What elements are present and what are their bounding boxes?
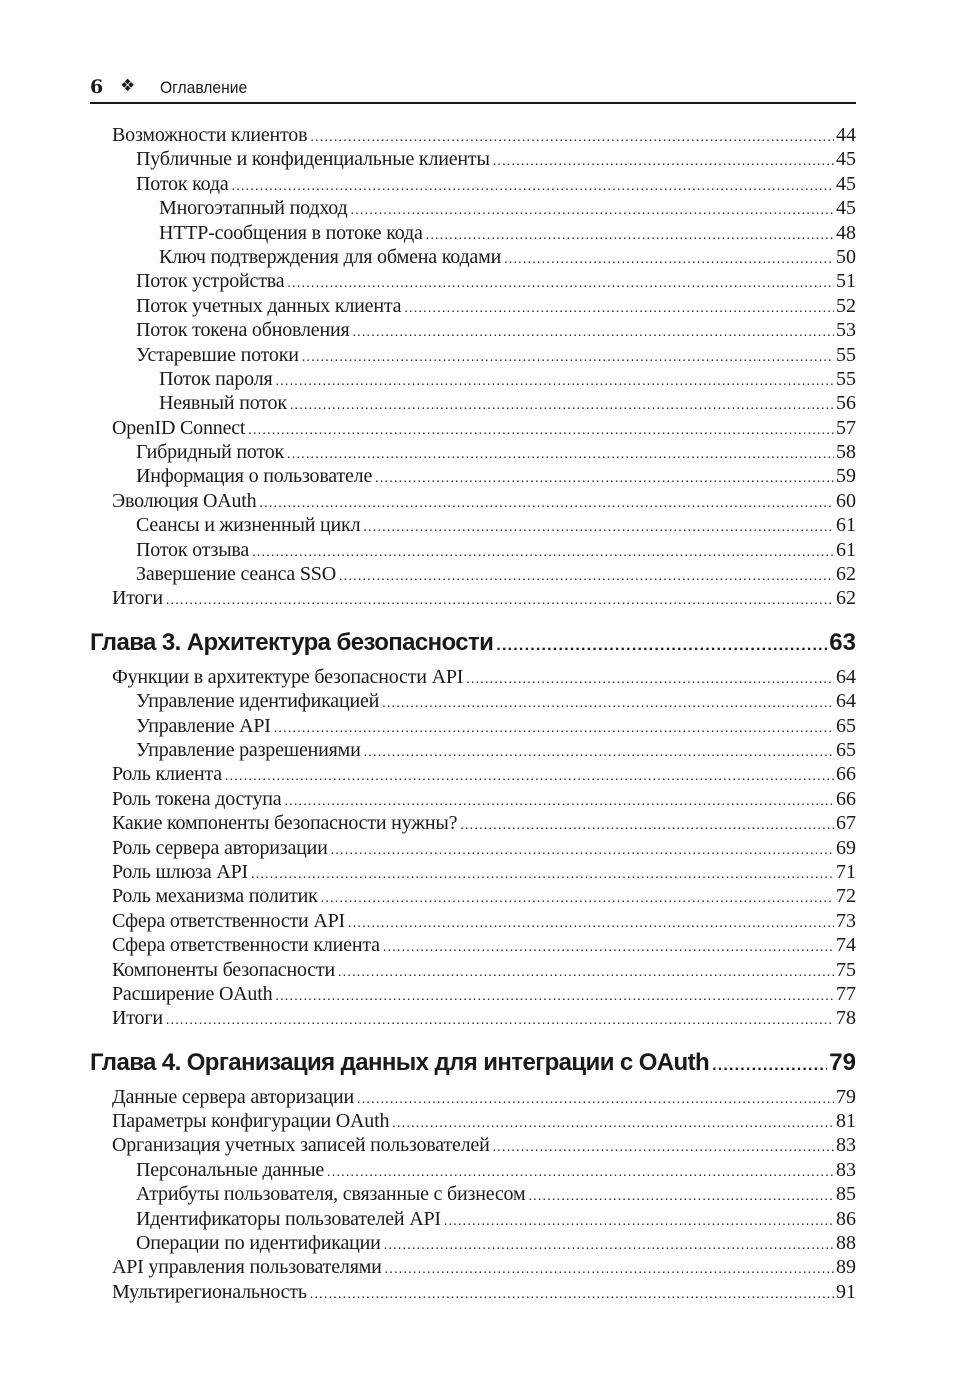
toc-entry-title: Сеансы и жизненный цикл <box>136 513 363 537</box>
dot-leader <box>310 1283 834 1304</box>
toc-entry-title: Сфера ответственности API <box>112 909 348 933</box>
toc-entry[interactable] <box>90 147 856 171</box>
toc-entry-page: 52 <box>836 294 856 317</box>
toc-entry-title: Роль токена доступа <box>112 787 284 811</box>
toc-entry-page: 51 <box>836 270 856 293</box>
toc-entry[interactable] <box>90 367 856 391</box>
toc-entry-page: 79 <box>836 1085 856 1108</box>
toc-entry-title: Роль шлюза API <box>112 860 251 884</box>
toc-entry[interactable] <box>90 982 856 1006</box>
toc-entry-title: Управление API <box>136 714 274 738</box>
dot-leader <box>392 1112 834 1133</box>
toc-entry-page: 83 <box>836 1158 856 1181</box>
toc-entry-title: Компоненты безопасности <box>112 958 338 982</box>
toc-entry[interactable] <box>90 221 856 245</box>
toc-entry-page: 48 <box>836 221 856 244</box>
toc-entry-title: Неявный поток <box>159 391 290 415</box>
toc-entry-page: 58 <box>836 441 856 464</box>
toc-entry-page: 83 <box>836 1134 856 1157</box>
toc-entry-title: HTTP-сообщения в потоке кода <box>159 221 426 245</box>
toc-entry-title: Возможности клиентов <box>112 123 310 147</box>
toc-entry-page: 65 <box>836 738 856 761</box>
toc-entry[interactable] <box>90 836 856 860</box>
toc-chapter-entry[interactable] <box>90 623 856 663</box>
toc-entry[interactable] <box>90 787 856 811</box>
toc-entry-page: 64 <box>836 690 856 713</box>
toc-entry[interactable] <box>90 958 856 982</box>
toc-entry[interactable] <box>90 245 856 269</box>
toc-entry[interactable] <box>90 1231 856 1255</box>
toc-entry-page: 57 <box>836 416 856 439</box>
dot-leader <box>321 887 834 908</box>
toc-entry-page: 73 <box>836 909 856 932</box>
dot-leader <box>364 741 834 762</box>
toc-entry-page: 67 <box>836 812 856 835</box>
toc-entry-page: 79 <box>829 1048 856 1076</box>
table-of-contents <box>90 123 856 1304</box>
toc-entry-page: 50 <box>836 245 856 268</box>
toc-entry-page: 64 <box>836 665 856 688</box>
toc-entry[interactable] <box>90 860 856 884</box>
dot-leader <box>444 1210 834 1231</box>
dot-leader <box>375 467 834 488</box>
toc-entry[interactable] <box>90 1207 856 1231</box>
toc-entry-title: Эволюция OAuth <box>112 489 259 513</box>
toc-entry-page: 45 <box>836 172 856 195</box>
dot-leader <box>504 248 834 269</box>
dot-leader <box>404 297 834 318</box>
toc-entry-title: Данные сервера авторизации <box>112 1085 357 1109</box>
toc-entry-title: Ключ подтверждения для обмена кодами <box>159 245 504 269</box>
toc-chapter-entry[interactable] <box>90 1043 856 1083</box>
dot-leader <box>284 790 834 811</box>
toc-entry-title: Идентификаторы пользователей API <box>136 1207 444 1231</box>
toc-entry-page: 59 <box>836 465 856 488</box>
toc-entry-page: 44 <box>836 124 856 146</box>
toc-entry-page: 75 <box>836 958 856 981</box>
toc-entry-title: Многоэтапный подход <box>159 196 351 220</box>
toc-entry-title: Итоги <box>112 586 166 610</box>
toc-entry-title: Публичные и конфиденциальные клиенты <box>136 147 493 171</box>
toc-entry-title: Поток устройства <box>136 269 287 293</box>
toc-entry[interactable] <box>90 1280 856 1304</box>
toc-entry[interactable] <box>90 665 856 689</box>
toc-entry[interactable] <box>90 884 856 908</box>
dot-leader <box>275 985 834 1006</box>
dot-leader <box>466 668 834 689</box>
toc-entry-page: 88 <box>836 1232 856 1255</box>
toc-entry-title: Завершение сеанса SSO <box>136 562 339 586</box>
toc-entry-page: 62 <box>836 563 856 586</box>
toc-entry-page: 60 <box>836 489 856 512</box>
dot-leader <box>460 814 834 835</box>
dot-leader <box>357 1088 834 1109</box>
toc-entry[interactable] <box>90 1109 856 1133</box>
toc-entry-page: 72 <box>836 885 856 908</box>
dot-leader <box>331 839 834 860</box>
toc-entry-title: OpenID Connect <box>112 416 248 440</box>
dot-leader <box>426 224 834 245</box>
dot-leader <box>383 936 834 957</box>
toc-entry-page: 69 <box>836 836 856 859</box>
toc-entry[interactable] <box>90 811 856 835</box>
toc-entry[interactable] <box>90 196 856 220</box>
toc-entry-title: Роль механизма политик <box>112 884 321 908</box>
toc-entry-title: Управление разрешениями <box>136 738 364 762</box>
toc-entry-title: Гибридный поток <box>136 440 287 464</box>
toc-entry[interactable] <box>90 269 856 293</box>
toc-entry-page: 63 <box>829 628 856 656</box>
toc-entry[interactable] <box>90 909 856 933</box>
dot-leader <box>493 1136 834 1157</box>
toc-entry-title: Расширение OAuth <box>112 982 275 1006</box>
dot-leader <box>225 765 834 786</box>
page-number: 6 <box>90 76 104 98</box>
toc-entry[interactable] <box>90 933 856 957</box>
toc-entry[interactable] <box>90 172 856 196</box>
dot-leader <box>290 394 834 415</box>
toc-entry-title: Операции по идентификации <box>136 1231 384 1255</box>
dot-leader <box>287 443 834 464</box>
toc-entry-page: 65 <box>836 714 856 737</box>
dot-leader <box>338 961 834 982</box>
toc-entry[interactable] <box>90 689 856 713</box>
toc-entry[interactable] <box>90 538 856 562</box>
toc-entry-title: Поток токена обновления <box>136 318 352 342</box>
toc-entry-page: 53 <box>836 319 856 342</box>
dot-leader <box>252 541 834 562</box>
toc-entry-title: Поток отзыва <box>136 538 252 562</box>
toc-entry-page: 56 <box>836 392 856 415</box>
toc-entry-page: 66 <box>836 763 856 786</box>
toc-entry[interactable] <box>90 416 856 440</box>
dot-leader <box>275 370 834 391</box>
toc-entry-page: 91 <box>836 1280 856 1303</box>
toc-entry[interactable] <box>90 343 856 367</box>
toc-entry-page: 66 <box>836 787 856 810</box>
toc-entry[interactable] <box>90 1133 856 1157</box>
dot-leader <box>348 912 834 933</box>
dot-leader <box>302 346 834 367</box>
toc-entry-page: 61 <box>836 514 856 537</box>
running-header <box>90 76 856 104</box>
dot-leader <box>528 1185 834 1206</box>
toc-entry[interactable] <box>90 714 856 738</box>
dot-leader <box>232 175 834 196</box>
dot-leader <box>493 150 834 171</box>
toc-entry-page: 81 <box>836 1110 856 1133</box>
dot-leader <box>496 626 827 663</box>
toc-entry-title: Глава 3. Архитектура безопасности <box>90 623 496 663</box>
toc-entry-title: Какие компоненты безопасности нужны? <box>112 811 460 835</box>
toc-entry-page: 61 <box>836 538 856 561</box>
ornament-icon: ❖ <box>120 76 136 96</box>
toc-entry-page: 55 <box>836 367 856 390</box>
toc-entry[interactable] <box>90 294 856 318</box>
dot-leader <box>327 1161 834 1182</box>
dot-leader <box>384 1234 834 1255</box>
dot-leader <box>310 126 834 147</box>
toc-entry-title: Поток пароля <box>159 367 275 391</box>
toc-entry[interactable] <box>90 513 856 537</box>
toc-entry-title: Мультирегиональность <box>112 1280 310 1304</box>
toc-entry[interactable] <box>90 738 856 762</box>
toc-entry-page: 62 <box>836 587 856 610</box>
toc-entry[interactable] <box>90 123 856 147</box>
dot-leader <box>251 863 834 884</box>
toc-entry-page: 74 <box>836 934 856 957</box>
dot-leader <box>339 565 834 586</box>
toc-entry-title: API управления пользователями <box>112 1255 385 1279</box>
toc-entry[interactable] <box>90 562 856 586</box>
toc-entry[interactable] <box>90 1085 856 1109</box>
toc-entry-page: 78 <box>836 1007 856 1030</box>
toc-entry-page: 85 <box>836 1183 856 1206</box>
toc-entry-title: Роль сервера авторизации <box>112 836 331 860</box>
toc-entry[interactable] <box>90 1158 856 1182</box>
toc-entry-title: Глава 4. Организация данных для интеграции с OAuth <box>90 1043 712 1083</box>
toc-entry[interactable] <box>90 489 856 513</box>
dot-leader <box>351 199 834 220</box>
dot-leader <box>287 272 834 293</box>
toc-entry-title: Информация о пользователе <box>136 464 375 488</box>
dot-leader <box>166 1009 834 1030</box>
toc-entry-page: 71 <box>836 860 856 883</box>
toc-entry-title: Поток кода <box>136 172 232 196</box>
toc-entry[interactable] <box>90 1255 856 1279</box>
toc-entry-title: Итоги <box>112 1006 166 1030</box>
toc-entry-title: Организация учетных записей пользователей <box>112 1133 493 1157</box>
dot-leader <box>712 1046 827 1083</box>
dot-leader <box>248 419 834 440</box>
toc-entry[interactable] <box>90 1182 856 1206</box>
dot-leader <box>352 321 834 342</box>
toc-entry-page: 55 <box>836 343 856 366</box>
dot-leader <box>382 692 834 713</box>
toc-entry[interactable] <box>90 464 856 488</box>
toc-entry-page: 77 <box>836 982 856 1005</box>
toc-entry-title: Поток учетных данных клиента <box>136 294 404 318</box>
toc-entry-page: 86 <box>836 1207 856 1230</box>
toc-entry[interactable] <box>90 1006 856 1030</box>
toc-entry-title: Персональные данные <box>136 1158 327 1182</box>
toc-entry-title: Сфера ответственности клиента <box>112 933 383 957</box>
running-title: Оглавление <box>160 78 248 97</box>
dot-leader <box>259 492 834 513</box>
dot-leader <box>274 717 834 738</box>
toc-entry-title: Параметры конфигурации OAuth <box>112 1109 392 1133</box>
toc-entry[interactable] <box>90 762 856 786</box>
toc-entry[interactable] <box>90 318 856 342</box>
toc-entry[interactable] <box>90 586 856 610</box>
toc-entry-title: Роль клиента <box>112 762 225 786</box>
toc-entry-title: Управление идентификацией <box>136 689 382 713</box>
toc-entry-title: Функции в архитектуре безопасности API <box>112 665 466 689</box>
toc-entry-title: Устаревшие потоки <box>136 343 302 367</box>
dot-leader <box>385 1258 834 1279</box>
toc-entry-page: 45 <box>836 197 856 220</box>
dot-leader <box>363 516 834 537</box>
toc-entry-page: 45 <box>836 148 856 171</box>
dot-leader <box>166 589 834 610</box>
toc-entry[interactable] <box>90 440 856 464</box>
toc-entry[interactable] <box>90 391 856 415</box>
toc-entry-page: 89 <box>836 1256 856 1279</box>
toc-entry-title: Атрибуты пользователя, связанные с бизнесом <box>136 1182 528 1206</box>
